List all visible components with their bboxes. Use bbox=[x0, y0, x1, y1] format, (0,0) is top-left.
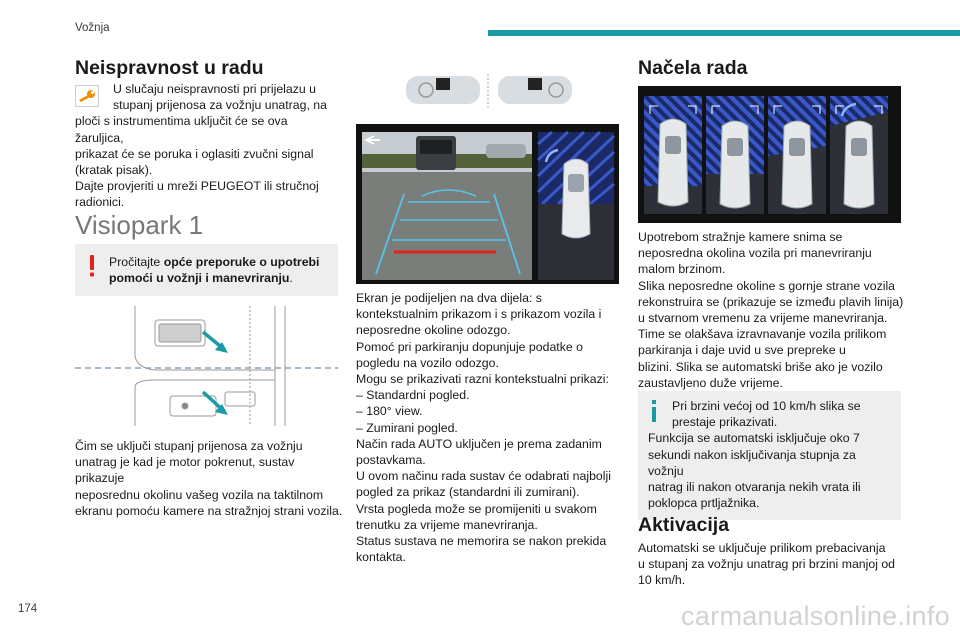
text-line: neposredna okolina vozila pri manevriranju bbox=[638, 246, 872, 261]
description-line: neposrednu okolinu vašeg vozila na taktilnom bbox=[75, 487, 324, 502]
text-line: pogledu na vozilo odozgo. bbox=[356, 355, 499, 370]
text-line: rekonstruira se (prikazuje se između plavih linija) bbox=[638, 294, 904, 309]
list-item: – Zumirani pogled. bbox=[356, 420, 458, 435]
description-line: ekranu pomoću kamere na stražnjoj strani vozila. bbox=[75, 503, 343, 518]
info-line: Pri brzini većoj od 10 km/h slika se bbox=[672, 399, 861, 413]
text-line: Slika neposredne okoline s gornje strane vozila bbox=[638, 278, 896, 293]
camera-screen bbox=[356, 124, 619, 284]
warning-text: . bbox=[289, 271, 293, 286]
text-line: Način rada AUTO uključen je prema zadanim bbox=[356, 436, 602, 451]
warning-text: Pročitajte bbox=[109, 255, 164, 269]
principles-title: Načela rada bbox=[638, 57, 748, 79]
malfunction-line: stupanj prijenosa za vožnju unatrag, na bbox=[113, 98, 327, 113]
warning-bold-text: pomoći u vožnji i manevriranju bbox=[109, 271, 290, 286]
activation-title: Aktivacija bbox=[638, 514, 730, 536]
text-line: kontakta. bbox=[356, 550, 406, 565]
text-line: u stvarnom vremenu za vrijeme manevriranja. bbox=[638, 311, 888, 326]
list-item: – Standardni pogled. bbox=[356, 388, 470, 403]
text-line: Pomoć pri parkiranju dopunjuje podatke o bbox=[356, 339, 583, 354]
text-line: zaustavljeno duže vrijeme. bbox=[638, 375, 783, 390]
malfunction-line: Dajte provjeriti u mreži PEUGEOT ili stručnoj bbox=[75, 179, 319, 194]
page-number: 174 bbox=[18, 603, 38, 615]
text-line: u stupanj za vožnju unatrag pri brzini manjoj od bbox=[638, 557, 896, 572]
screen-description-text bbox=[356, 290, 626, 565]
text-line: postavkama. bbox=[356, 453, 426, 468]
malfunction-title: Neispravnost u radu bbox=[75, 57, 264, 79]
text-line: U ovom načinu rada sustav će odabrati najbolji bbox=[356, 469, 611, 484]
text-line: Time se olakšava izravnavanje vozila prilikom bbox=[638, 327, 887, 342]
text-line: trenutku za vrijeme manevriranja. bbox=[356, 517, 538, 532]
malfunction-line: U slučaju neispravnosti pri prijelazu u bbox=[113, 82, 316, 96]
malfunction-line: prikazat će se poruka i oglasiti zvučni signal bbox=[75, 146, 314, 161]
warning-line-1 bbox=[109, 254, 326, 270]
text-line: Vrsta pogleda može se promijeniti u svakom bbox=[356, 501, 597, 516]
text-line: kontekstualnim prikazom i s prikazom vozila i bbox=[356, 307, 602, 322]
malfunction-line: ploči s instrumentima uključit će se ova žaruljica, bbox=[75, 114, 288, 145]
info-line: poklopca prtljažnika. bbox=[648, 496, 760, 511]
text-line: Mogu se prikazivati razni kontekstualni prikazi: bbox=[356, 372, 609, 387]
warning-bold-text: opće preporuke o upotrebi bbox=[163, 255, 320, 269]
warning-note bbox=[75, 244, 338, 296]
top-view-illustration bbox=[638, 86, 901, 223]
text-line: 10 km/h. bbox=[638, 573, 686, 588]
info-line: prestaje prikazivati. bbox=[672, 415, 778, 430]
info-line: natrag ili nakon otvaranja nekih vrata ili bbox=[648, 480, 861, 495]
description-line: unatrag je kad je motor pokrenut, sustav prikazuje bbox=[75, 455, 295, 486]
rear-camera-illustration bbox=[75, 296, 338, 432]
text-line: Status sustava ne memorira se nakon prekida bbox=[356, 534, 607, 549]
text-line: malom brzinom. bbox=[638, 262, 726, 277]
malfunction-text bbox=[75, 81, 338, 211]
activation-text bbox=[638, 540, 903, 589]
header-accent-bar bbox=[488, 30, 960, 36]
description-text bbox=[75, 438, 345, 519]
header-section-title: Vožnja bbox=[75, 22, 110, 34]
text-line: Automatski se uključuje prilikom prebacivanja bbox=[638, 541, 886, 555]
list-item: – 180° view. bbox=[356, 404, 423, 419]
warning-line-2 bbox=[109, 270, 326, 286]
text-line: neposredne okoline odozgo. bbox=[356, 323, 511, 338]
text-line: pogled za prikaz (standardni ili zumirani). bbox=[356, 485, 580, 500]
text-line: Upotrebom stražnje kamere snima se bbox=[638, 230, 843, 244]
text-line: Ekran je podijeljen na dva dijela: s bbox=[356, 291, 542, 305]
info-line: sekundi nakon isključivanja stupnja za vožnju bbox=[648, 447, 856, 478]
watermark: carmanualsonline.info bbox=[681, 601, 950, 631]
text-line: blizini. Slika se automatski briše ako je vozilo bbox=[638, 359, 883, 374]
mirror-cameras-illustration bbox=[406, 72, 576, 110]
text-line: parkiranja i daje uvid u sve prepreke u bbox=[638, 343, 846, 358]
info-note bbox=[638, 391, 901, 520]
malfunction-line: radionici. bbox=[75, 195, 125, 210]
info-line: Funkcija se automatski isključuje oko 7 bbox=[648, 431, 860, 446]
malfunction-line: (kratak pisak). bbox=[75, 163, 153, 178]
exclamation-icon bbox=[87, 254, 97, 278]
visiopark-title: Visiopark 1 bbox=[75, 210, 204, 240]
principles-text bbox=[638, 229, 906, 391]
info-icon bbox=[650, 400, 658, 422]
description-line: Čim se uključi stupanj prijenosa za vožnju bbox=[75, 439, 303, 453]
